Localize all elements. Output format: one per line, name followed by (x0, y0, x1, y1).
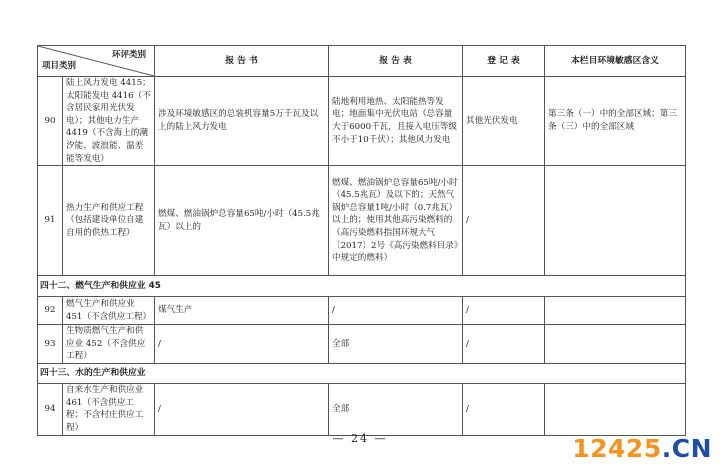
project-category-cell: 热力生产和供应工程（包括建设单位自建自用的供热工程） (63, 166, 155, 276)
report-book-cell: 燃煤、燃油锅炉总容量65吨/小时（45.5兆瓦）以上的 (155, 166, 329, 276)
report-book-cell: / (155, 325, 329, 364)
row-number: 91 (38, 166, 63, 276)
table-row (38, 325, 686, 364)
report-table-cell: 全部 (329, 384, 463, 435)
sensitive-area-cell (545, 166, 686, 276)
report-book-cell: 煤气生产 (155, 297, 329, 325)
sensitive-area-cell: 第三条（一）中的全部区域；第三条（三）中的全部区域 (545, 77, 686, 166)
register-table-cell: / (463, 384, 545, 435)
header-sensitive-area: 本栏目环境敏感区含义 (545, 46, 686, 77)
report-table-cell: / (329, 297, 463, 325)
report-table-cell: 燃煤、燃油锅炉总容量65吨/小时（45.5兆瓦）及以下的；天然气锅炉总容量1吨/小时（0.7兆瓦）以上的；使用其他高污染燃料的（高污染燃料指国环规大气〔2017〕2号《高污染燃料目录》中规定的燃料） (329, 166, 463, 276)
page-number: — 24 — (332, 432, 388, 445)
report-book-cell: 涉及环境敏感区的总装机容量5万千瓦及以上的陆上风力发电 (155, 77, 329, 166)
row-number: 90 (38, 77, 63, 166)
report-table-cell: 陆地利用地热、太阳能热等发电；地面集中光伏电站（总容量大于6000千瓦，且接入电压等级不小于10千伏）；其他风力发电 (329, 77, 463, 166)
header-register-table: 登 记 表 (463, 46, 545, 77)
table-row (38, 77, 686, 166)
section-title-43: 四十三、水的生产和供应业 (38, 364, 686, 384)
row-number: 93 (38, 325, 63, 364)
sensitive-area-cell (545, 384, 686, 435)
project-category-cell: 自来水生产和供应业 461（不含供应工程；不含村庄供应工程） (63, 384, 155, 435)
header-report-table: 报 告 表 (329, 46, 463, 77)
header-report-book: 报 告 书 (155, 46, 329, 77)
table-header-row (38, 46, 686, 77)
watermark-suffix: .CN (661, 434, 712, 463)
row-number: 92 (38, 297, 63, 325)
sensitive-area-cell (545, 325, 686, 364)
project-category-cell: 燃气生产和供应业 451（不含供应工程） (63, 297, 155, 325)
header-eia-category: 环评类别 (111, 50, 146, 60)
table-row (38, 166, 686, 276)
diagonal-header-cell (38, 46, 155, 77)
watermark-digits: 12425 (572, 434, 662, 463)
section-row (38, 276, 686, 297)
register-table-cell: 其他光伏发电 (463, 77, 545, 166)
site-watermark (572, 434, 712, 463)
section-title-42: 四十二、燃气生产和供应业 45 (38, 276, 686, 297)
register-table-cell: / (463, 297, 545, 325)
project-category-cell: 生物质燃气生产和供应业 452（不含供应工程） (63, 325, 155, 364)
sensitive-area-cell (545, 297, 686, 325)
table-row (38, 384, 686, 435)
section-row (38, 364, 686, 384)
report-book-cell: / (155, 384, 329, 435)
row-number: 94 (38, 384, 63, 435)
register-table-cell: / (463, 166, 545, 276)
table-row (38, 297, 686, 325)
project-category-cell: 陆上风力发电 4415；太阳能发电 4416（不含居民家用光伏发电）；其他电力生产 4419（不含海上的潮汐能、波浪能、温差能等发电） (63, 77, 155, 166)
register-table-cell: / (463, 325, 545, 364)
header-project-category: 项目类别 (42, 61, 77, 72)
report-table-cell: 全部 (329, 325, 463, 364)
classification-table (37, 45, 686, 436)
